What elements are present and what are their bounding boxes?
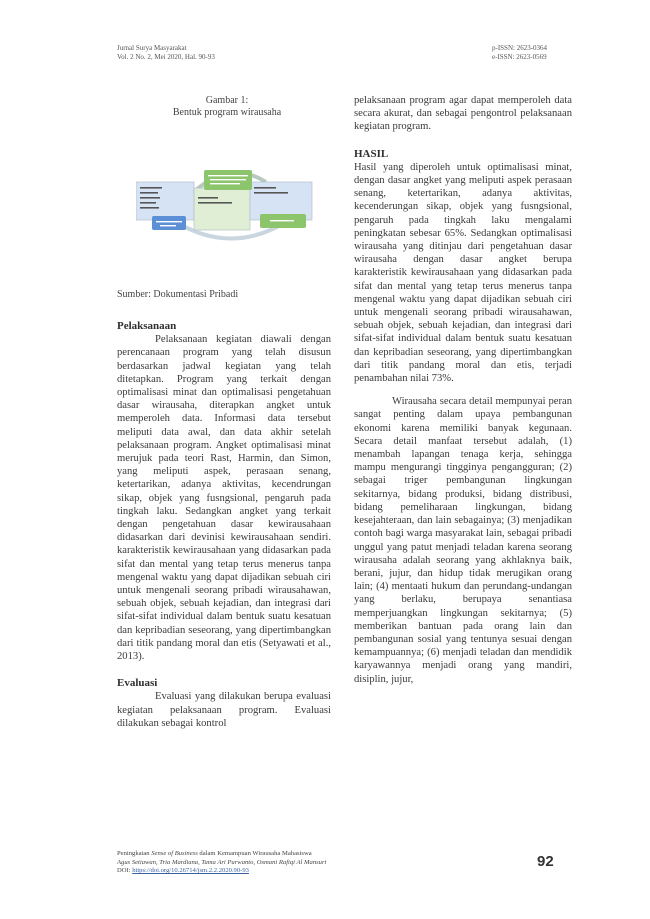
hasil-paragraph-1: Hasil yang diperoleh untuk optimalisasi minat, dengan dasar angket yang meliputi aspek perasaan senang, ketertarikan, adanya aktivitas, kecenderungan sikap, objek yang fusngsional, pengaruh pada tingkah laku mengalami peningkatan sebesar 65%. Sedangkan optimalisasi wirausaha yang ditinjau dari pengetahuan dasar wirausaha dengan dasar angket berupa karakteristik kewirausahaan yang didasarkan pada sifat dan mental yang tetap terus menerus tanpa mengenal waktu yang dapat dijadikan sebuah ciri untuk mengenali seorang pribadi wirausahawan, sebuah objek, sebuah kejadian, dan integrasi dari sifat-sifat individual dalam bentuk suatu kesatuan dan kepribadian seseorang, yang dipertimbangkan dari titik pandang moral dan etis, terjadi penambahan nilai 73%. <box>354 161 572 385</box>
figure-caption <box>117 95 337 119</box>
article-title <box>117 850 326 859</box>
doi-line <box>117 867 326 876</box>
article-title-part-1: Peningkatan <box>117 850 152 857</box>
evaluasi-paragraph: Evaluasi yang dilakukan berupa evaluasi kegiatan pelaksanaan program. Evaluasi dilakukan sebagai kontrol <box>117 691 331 729</box>
journal-name: Jurnal Surya Masyarakat <box>117 44 187 52</box>
figure-number: Gambar 1: <box>205 95 249 106</box>
pelaksanaan-paragraph: Pelaksanaan kegiatan diawali dengan perencanaan program yang telah disusun berdasarkan jadwal kegiatan yang telah ditetapkan. Program yang terkait dengan optimalisasi minat dan optimalisasi pengetahuan dasar wirausaha, diterapkan angket untuk memperoleh data. Informasi data tersebut meliputi data awal, dan data akhir setelah pelaksanaan program. Angket optimalisasi minat merujuk pada teori Rast, Harmin, dan Simon, yang meliputi aspek, perasaan senang, ketertarikan, adanya aktivitas, kecendrungan sikap, objek yang fusngsional, pengaruh pada tingkah laku. Sedangkan angket yang terkait dengan pengetahuan dasar kewirausahaan didasarkan dari devinisi kewirausahaan sendiri. karakteristik kewirausahaan yang didasarkan pada sifat dan mental yang tetap terus menerus tanpa mengenal waktu yang dapat dijadikan sebuah ciri untuk mengenali seorang pribadi wirausahawan, sebuah objek, sebuah kejadian, dan integrasi dari sifat-sifat individual dalam bentuk suatu kesatuan dan kepribadian seseorang, yang dipertimbangkan dari titik pandang moral dan etis (Setyawati et al., 2013). <box>117 334 331 663</box>
section-heading-hasil: HASIL <box>354 147 389 160</box>
section-heading-evaluasi: Evaluasi <box>117 677 158 690</box>
figure-source: Sumber: Dokumentasi Pribadi <box>117 289 239 300</box>
page-footer <box>117 850 326 876</box>
journal-header <box>117 44 215 62</box>
continued-paragraph: pelaksanaan program agar dapat memperoleh data secara akurat, dan sebagai pengontrol pelaksanaan kegiatan program. <box>354 95 572 133</box>
eissn: e-ISSN: 2623-0569 <box>492 53 547 61</box>
issn-header <box>492 44 547 62</box>
article-title-part-2: dalam Kemampuan Wirausaha Mahasiswa <box>197 850 312 857</box>
pissn: p-ISSN: 2623-0364 <box>492 44 548 52</box>
journal-volume: Vol. 2 No. 2, Mei 2020, Hal. 90-93 <box>117 53 215 61</box>
article-title-italic: Sense of Business <box>151 850 198 857</box>
doi-link[interactable]: https://doi.org/10.26714/jsm.2.2.2020.90-93 <box>132 867 249 875</box>
doi-label: DOI: <box>117 867 133 875</box>
author-list: Agus Setiawan, Tria Mardiana, Tama Ari Purwanto, Osmani Rafiqi Al Mansuri <box>117 858 327 866</box>
section-heading-pelaksanaan: Pelaksanaan <box>117 320 177 332</box>
right-column <box>354 94 572 686</box>
left-column <box>117 320 331 730</box>
page-number: 92 <box>537 853 554 870</box>
diagram-label-left <box>152 216 186 230</box>
hasil-paragraph-2: Wirausaha secara detail mempunyai peran sangat penting dalam upaya pembangunan ekonomi karena memiliki banyak kegunaan. Secara detail manfaat tersebut adalah, (1) menambah lapangan tenaga kerja, sehingga mampu mengurangi tingginya pengangguran; (2) sebagai triger pembangunan lingkungan sekitarnya, bidang produksi, bidang distribusi, bidang pemeliharaan lingkungan, bidang kesejahteraan, dan lain sebagainya; (3) menjadikan contoh bagi warga masyarakat lain, sebagai pribadi unggul yang patut menjadi teladan karena seorang wirausaha adalah seorang yang akhlaknya baik, berani, jujur, dan hidup tidak merugikan orang lain; (4) mentaati hukum dan perundang-undangan yang berlaku, berupaya senantiasa memperjuangkan lingkungan sekitarnya; (5) memberikan bantuan pada orang lain dan pembangunan sosial yang tentunya sesuai dengan kemampuannya; (6) menjadi teladan dan mendidik karyawannya menjadi orang yang mandiri, disiplin, jujur, <box>354 396 572 685</box>
diagram-box-middle <box>194 188 250 230</box>
program-diagram <box>136 160 326 250</box>
figure-title: Bentuk program wirausaha <box>172 107 282 118</box>
